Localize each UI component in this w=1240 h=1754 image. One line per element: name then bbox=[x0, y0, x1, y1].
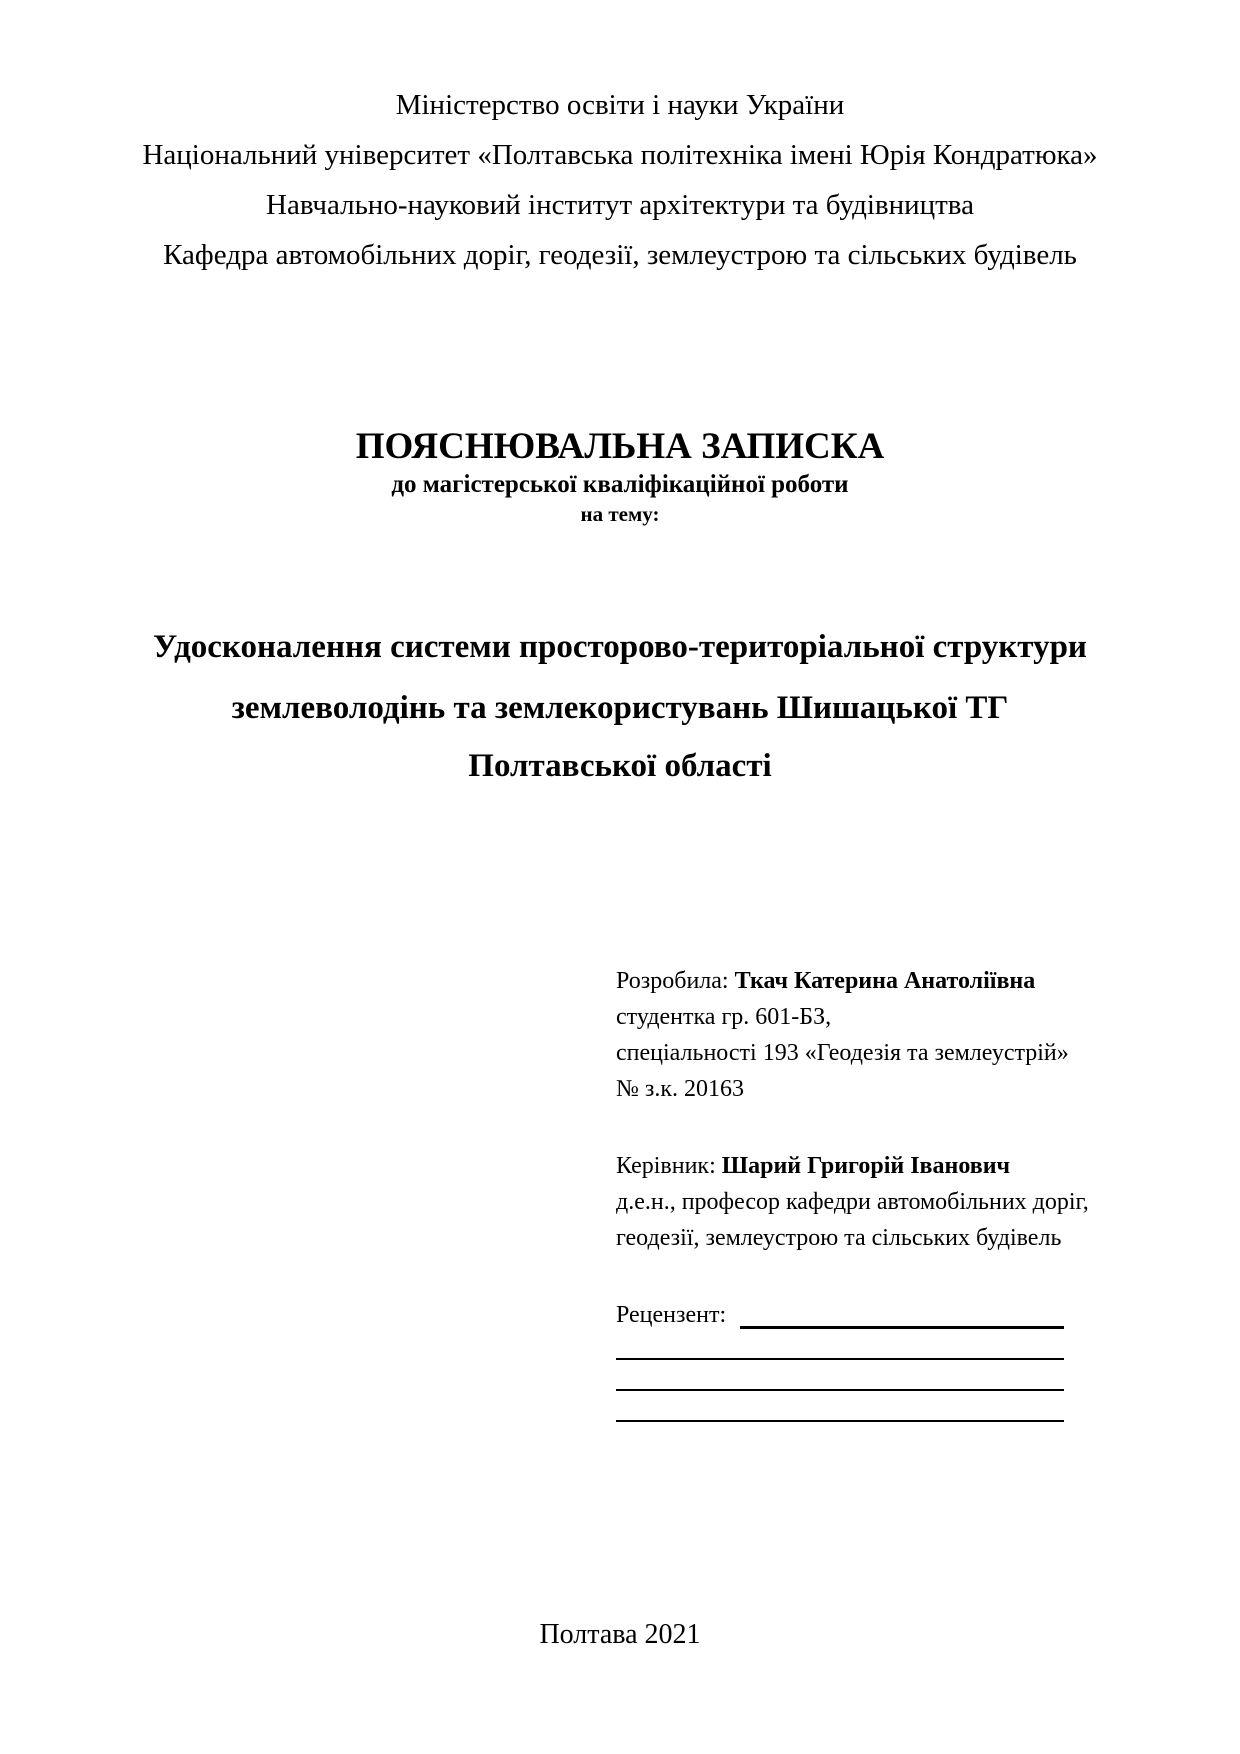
topic-line-3: Полтавської області bbox=[468, 748, 772, 784]
reviewer-name-blank bbox=[740, 1326, 1064, 1329]
city-year: Полтава 2021 bbox=[539, 1619, 701, 1650]
supervisor-block bbox=[616, 1148, 1176, 1256]
university-name: Національний університет «Полтавська політехніка імені Юрія Кондратюка» bbox=[142, 139, 1098, 171]
supervisor-name: Шарий Григорій Іванович bbox=[721, 1153, 1011, 1179]
reviewer-blank-line-2 bbox=[616, 1389, 1064, 1391]
author-group: студентка гр. 601-БЗ, bbox=[616, 1004, 832, 1030]
author-label: Розробила: bbox=[616, 968, 729, 994]
supervisor-label: Керівник: bbox=[616, 1153, 716, 1179]
institute-name: Навчально-науковий інститут архітектури та будівництва bbox=[266, 189, 974, 221]
ministry-name: Міністерство освіти і науки України bbox=[395, 89, 845, 121]
topic-label: на тему: bbox=[580, 502, 660, 526]
reviewer-blank-line-3 bbox=[616, 1420, 1064, 1422]
author-block bbox=[616, 963, 1176, 1107]
reviewer-blank-line-1 bbox=[616, 1358, 1064, 1360]
document-type: ПОЯСНЮВАЛЬНА ЗАПИСКА bbox=[355, 426, 885, 467]
topic-line-2: землеволодінь та землекористувань Шишацької ТГ bbox=[231, 690, 1009, 726]
reviewer-label: Рецензент: bbox=[616, 1302, 727, 1328]
author-name: Ткач Катерина Анатоліївна bbox=[734, 968, 1036, 994]
author-record-book: № з.к. 20163 bbox=[616, 1076, 745, 1102]
author-line bbox=[616, 963, 1176, 999]
topic-line-1: Удосконалення системи просторово-територіальної структури bbox=[153, 629, 1087, 665]
department-name: Кафедра автомобільних доріг, геодезії, землеустрою та сільських будівель bbox=[163, 239, 1077, 271]
author-specialty: спеціальності 193 «Геодезія та землеустрій» bbox=[616, 1040, 1069, 1066]
document-purpose: до магістерської кваліфікаційної роботи bbox=[391, 471, 849, 498]
supervisor-position-1: д.е.н., професор кафедри автомобільних доріг, bbox=[616, 1189, 1089, 1215]
supervisor-line bbox=[616, 1148, 1176, 1184]
supervisor-position-2: геодезії, землеустрою та сільських будівель bbox=[616, 1225, 1062, 1251]
